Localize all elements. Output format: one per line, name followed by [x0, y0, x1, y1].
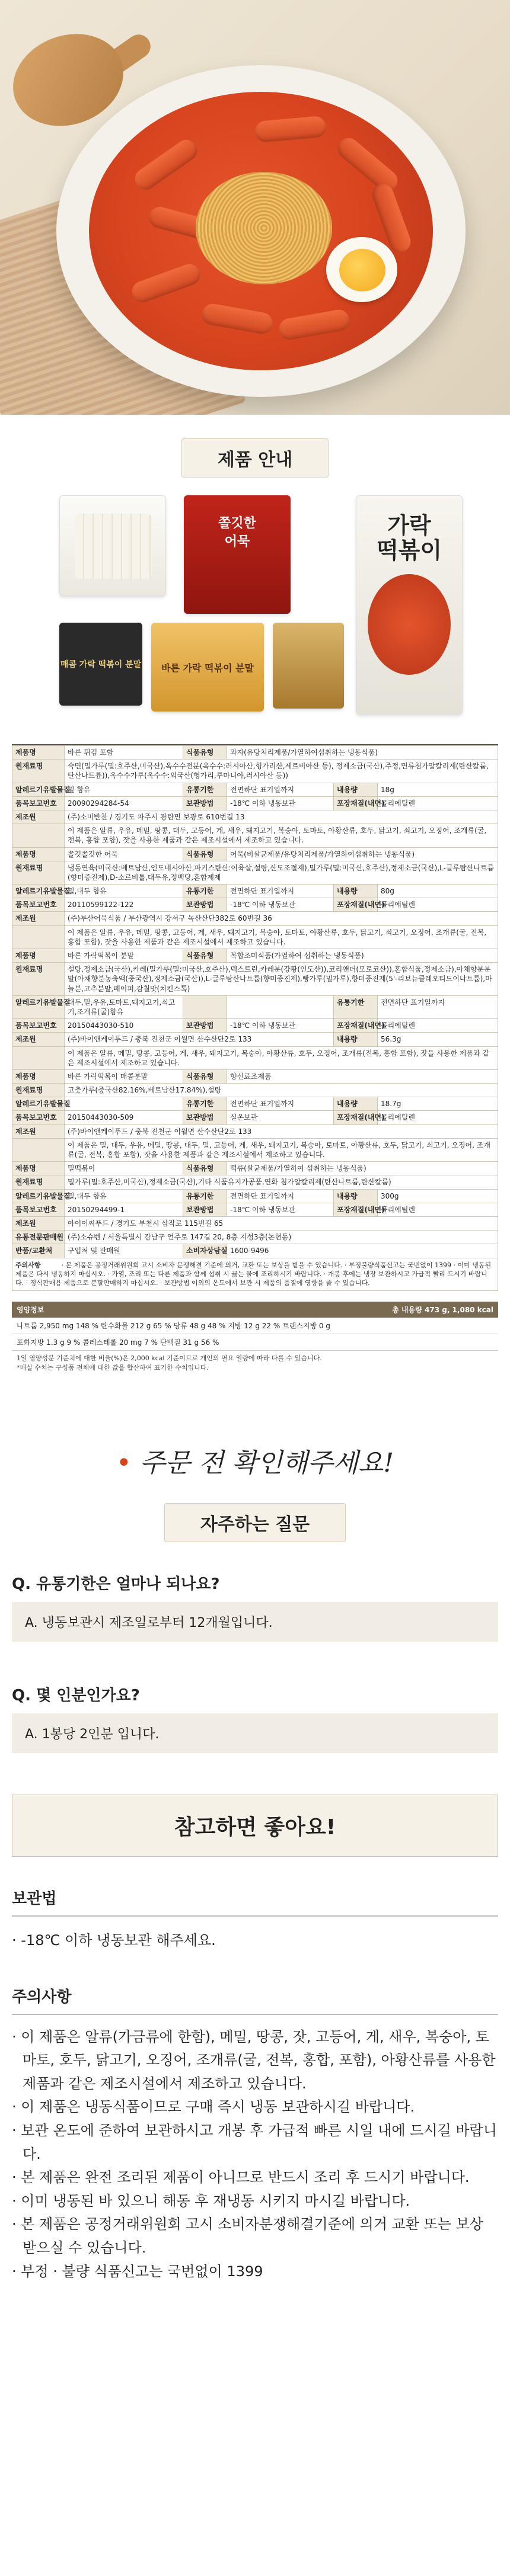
info-value: 20150294499-1	[65, 1203, 183, 1216]
nutrition-row	[12, 1318, 498, 1334]
info-header: 품목보고번호	[12, 796, 65, 810]
info-value: 아이이씨푸드 / 경기도 부천시 삼작로 115번길 65	[65, 1216, 498, 1230]
info-value: 떡류(살균제품/가열하여 섭취하는 냉동식품)	[227, 1162, 498, 1175]
info-row	[12, 949, 498, 963]
info-row	[12, 861, 498, 884]
notes-text: · 본 제품은 공정거래위원회 고시 소비자 분쟁해결 기준에 의거, 교환 또는 보상을 받을 수 있습니다. · 부정불량식품신고는 국번없이 1399 · 이미 냉동된 제품은 다시 냉동하지 마십시오. · 가열, 조리 또는 다른 제품과 함께 섭취 시 끓는 물에 조리하시기 바랍니다. · 개봉 후에는 냉장 보관하시고 가급적 빨리 드시기 바랍니다. · 정식판매용 제품으로 분할판매하지 마십시오. · 보관방법 이외의 온도에서 보관 시 제품의 품질에 영향을 줄 수 있습니다.	[15, 1261, 492, 1287]
info-header: 제품명	[12, 746, 65, 760]
storage-text: · -18℃ 이하 냉동보관 해주세요.	[12, 1931, 216, 1949]
info-value: 20110599122-122	[65, 898, 183, 912]
info-row	[12, 760, 498, 783]
egg-yolk	[339, 249, 385, 291]
intro-title: 제품 안내	[181, 438, 329, 478]
info-header: 제품명	[12, 1162, 65, 1175]
info-value: (주)소미반찬 / 경기도 파주시 광탄면 보광로 610번길 13	[65, 810, 498, 824]
info-header	[183, 995, 227, 1018]
oil-pack	[273, 623, 344, 709]
info-value	[65, 1097, 183, 1111]
info-row	[12, 995, 498, 1018]
info-value: 20150443030-509	[65, 1111, 183, 1124]
info-value: 숙면(밀가루(밀:호주산,미국산),옥수수전분(옥수수:러시아산,헝가리산,세르비아산 등), 정제소금(국산),주정,면류첨가알칼리제(탄산칼륨,탄산나트륨)),옥수수가루(옥수수:외국산(헝가리,루마니아,러시아산 등))	[65, 760, 498, 783]
info-value: 18g	[378, 783, 498, 796]
info-row	[12, 1231, 498, 1244]
info-row	[12, 1216, 498, 1230]
info-value: 고춧가루(중국산82.16%,베트남산17.84%),설탕	[65, 1084, 498, 1097]
info-value: 쫄깃쫄깃한 어묵	[65, 847, 183, 861]
fishcake-label-2: 어묵	[224, 534, 250, 549]
info-header: 알레르기유발물질	[12, 783, 65, 796]
info-row	[12, 1097, 498, 1111]
hero-food-photo	[0, 0, 510, 415]
info-header: 식품유형	[183, 746, 227, 760]
info-value: 실온보관	[227, 1111, 334, 1124]
info-value: 18.7g	[378, 1097, 498, 1111]
reference-title: 참고하면 좋아요!	[174, 1815, 336, 1840]
info-row	[12, 1203, 498, 1216]
info-header: 유통기한	[334, 995, 378, 1018]
info-value: 전면하단 표기일까지	[227, 885, 334, 898]
package-title-1: 가락	[387, 512, 431, 539]
info-value: 300g	[378, 1189, 498, 1203]
info-row	[12, 1084, 498, 1097]
nutrition-foot-2: *매실 수치는 구성품 전체에 대한 값을 합산하여 표기한 수치입니다.	[17, 1364, 209, 1372]
info-row	[12, 824, 498, 847]
info-value: 이 제품은 알류, 메밀, 땅콩, 고등어, 게, 새우, 돼지고기, 복숭아, 아황산류, 호두, 오징어, 조개류(전복, 홍합 포함), 잣을 사용한 제품과 같은 제조시설에서 제조하고 있습니다.	[65, 1046, 498, 1069]
info-value: 이 제품은 알류, 우유, 메밀, 땅콩, 대두, 고등어, 게, 새우, 돼지고기, 복숭아, 토마토, 아황산류, 호두, 닭고기, 쇠고기, 오징어, 조개류(굴, 전복, 홍합 포함), 잣을 사용한 제품과 같은 제조시설에서 제조하고 있습니다.	[65, 824, 498, 847]
caution-item: · 이 제품은 알류(가금류에 한함), 메밀, 땅콩, 잣, 고등어, 게, 새우, 복숭아, 토마토, 호두, 닭고기, 오징어, 조개류(굴, 전복, 홍합, 포함), 아황산류를 사용한 제품과 같은 제조시설에서 제조하고 있습니다.	[12, 2028, 496, 2092]
info-header: 유통기한	[183, 1189, 227, 1203]
info-row	[12, 783, 498, 796]
info-row	[12, 925, 498, 949]
fishcake-label-1: 쫄깃한	[218, 516, 256, 531]
caution-section	[12, 1985, 498, 2284]
faq-question: Q. 몇 인분인가요?	[12, 1686, 140, 1704]
faq-answer: A. 1봉당 2인분 입니다.	[12, 1713, 498, 1753]
info-row	[12, 1138, 498, 1161]
spicy-powder-pack	[59, 623, 142, 706]
noodles	[196, 172, 332, 284]
info-value: 80g	[378, 885, 498, 898]
info-value: 밀떡볶이	[65, 1162, 183, 1175]
info-header: 소비자상담실	[183, 1244, 227, 1258]
caution-item: · 본 제품은 완전 조리된 제품이 아니므로 반드시 조리 후 드시기 바랍니다.	[12, 2169, 470, 2186]
storage-label: 보관법	[12, 1886, 498, 1917]
caution-item: · 이 제품은 냉동식품이므로 구매 즉시 냉동 보관하시길 바랍니다.	[12, 2098, 415, 2116]
info-header: 유통전문판매원	[12, 1231, 65, 1244]
info-header: 보관방법	[183, 1111, 227, 1124]
info-row	[12, 912, 498, 925]
info-value: 구입처 및 판매원	[65, 1244, 183, 1258]
info-header: 제조원	[12, 912, 65, 925]
info-header: 제품명	[12, 847, 65, 861]
info-value: 20150443030-510	[65, 1019, 183, 1033]
info-header: 포장재질(내면)	[334, 1203, 378, 1216]
info-row	[12, 1033, 498, 1046]
nutrition-table	[12, 1302, 498, 1376]
info-header: 내용량	[334, 1033, 378, 1046]
info-value: 전면하단 표기일까지	[227, 1097, 334, 1111]
rice-cake-pack	[59, 495, 166, 596]
info-header: 품목보고번호	[12, 1111, 65, 1124]
info-header: 내용량	[334, 1097, 378, 1111]
check-script-text: 주문 전 확인해주세요!	[139, 1447, 394, 1478]
info-value: -18℃ 이하 냉동보관	[227, 898, 334, 912]
info-header: 알레르기유발물질	[12, 1097, 65, 1111]
info-row	[12, 796, 498, 810]
info-header: 원재료명	[12, 1084, 65, 1097]
info-value: 폴리에틸렌	[378, 1203, 498, 1216]
info-value: 폴리에틸렌	[378, 898, 498, 912]
info-value: 바른 가락떡볶이 매콤분말	[65, 1069, 183, 1083]
info-value: 바른 튀김 포함	[65, 746, 183, 760]
info-value: (주)바이앤케이푸드 / 충북 진천군 이월면 산수산단2로 133	[65, 1124, 498, 1138]
info-value: 어묵(비살균제품/유탕처리제품/가열하여섭취하는 냉동식품)	[227, 847, 498, 861]
nutrition-row	[12, 1334, 498, 1351]
info-value: 56.3g	[378, 1033, 498, 1046]
nutrition-row-1: 나트륨 2,950 mg 148 % 탄수화물 212 g 65 % 당류 48 g 48 % 지방 12 g 22 % 트랜스지방 0 g	[17, 1321, 330, 1330]
info-value: 20090294284-54	[65, 796, 183, 810]
package-food-image	[368, 574, 451, 675]
info-row	[12, 1069, 498, 1083]
info-value: 폴리에틸렌	[378, 1111, 498, 1124]
info-value: 이 제품은 알류, 우유, 메밀, 땅콩, 고등어, 게, 새우, 돼지고기, 복숭아, 토마토, 아황산류, 호두, 닭고기, 쇠고기, 오징어, 조개류(굴, 전복, 홍합 포함), 잣을 사용한 제품과 같은 제조시설에서 제조하고 있습니다.	[65, 925, 498, 949]
info-header: 알레르기유발물질	[12, 1189, 65, 1203]
nutrition-title: 영양정보	[17, 1305, 44, 1314]
info-value: 밀,대두 함유	[65, 1189, 183, 1203]
info-value: 향신료조제품	[227, 1069, 498, 1083]
faq-item	[12, 1572, 498, 1642]
nutrition-total: 총 내용량 473 g, 1,080 kcal	[392, 1305, 493, 1314]
info-row	[12, 1124, 498, 1138]
info-header: 유통기한	[183, 1097, 227, 1111]
info-header	[12, 1138, 65, 1161]
info-header: 식품유형	[183, 1069, 227, 1083]
info-value	[227, 995, 334, 1018]
info-header: 유통기한	[183, 783, 227, 796]
info-header: 원재료명	[12, 760, 65, 783]
info-value: (주)소슈벤 / 서울특별시 강남구 언주로 147길 20, 8층 지성3층(논현동)	[65, 1231, 498, 1244]
info-value: -18℃ 이하 냉동보관	[227, 1019, 334, 1033]
info-header	[12, 824, 65, 847]
storage-section	[12, 1886, 498, 1949]
info-header: 포장재질(내면)	[334, 898, 378, 912]
info-row	[12, 1244, 498, 1258]
info-header: 제조원	[12, 1033, 65, 1046]
faq-answer: A. 냉동보관시 제조일로부터 12개월입니다.	[12, 1602, 498, 1642]
info-row	[12, 1175, 498, 1189]
info-header: 포장재질(내면)	[334, 1019, 378, 1033]
notes-label: 주의사항	[15, 1261, 41, 1269]
info-header: 포장재질(내면)	[334, 1111, 378, 1124]
product-components	[47, 495, 463, 720]
info-header: 내용량	[334, 783, 378, 796]
spicy-powder-label: 매콤 가락 떡볶이 분말	[60, 660, 142, 669]
info-header: 보관방법	[183, 1019, 227, 1033]
info-value: 밀,대두 함유	[65, 885, 183, 898]
notes-box	[12, 1258, 498, 1291]
info-row	[12, 898, 498, 912]
info-value: 밀가루(밀:호주산,미국산),정제소금(국산),기타 식품유지가공품,연화 첨가알칼리제(탄산나트륨,탄산칼륨)	[65, 1175, 498, 1189]
info-value: 냉동연육(미국산:베트남산,인도네시아산,파키스탄산:어육살,설탕,산도조절제),밀가루(밀:미국산,호주산),정제소금(국산),L-글루탐산나트륨(향미증진제),D-소르비톨,대두유,정백당,혼합제제	[65, 861, 498, 884]
info-value: 밀 함유	[65, 783, 183, 796]
faq-item	[12, 1683, 498, 1753]
caution-item: · 부정 · 불량 식품신고는 국번없이 1399	[12, 2263, 263, 2280]
info-header: 제품명	[12, 949, 65, 963]
info-header: 보관방법	[183, 898, 227, 912]
nutrition-foot-1: 1일 영양성분 기준치에 대한 비율(%)은 2,000 kcal 기준이므로 개인의 필요 열량에 따라 다를 수 있습니다.	[17, 1354, 322, 1362]
info-value: 전면하단 표기일까지	[378, 995, 498, 1018]
info-row	[12, 847, 498, 861]
info-header: 제품명	[12, 1069, 65, 1083]
info-value: -18℃ 이하 냉동보관	[227, 1203, 334, 1216]
info-value: 과자(유탕처리제품/가열하여섭취하는 냉동식품)	[227, 746, 498, 760]
info-header: 알레르기유발물질	[12, 995, 65, 1018]
caution-label: 주의사항	[12, 1985, 498, 2015]
info-header: 품목보고번호	[12, 1019, 65, 1033]
info-header: 식품유형	[183, 949, 227, 963]
info-row	[12, 1111, 498, 1124]
info-header	[12, 925, 65, 949]
info-row	[12, 1046, 498, 1069]
info-value: 전면하단 표기일까지	[227, 1189, 334, 1203]
main-package	[356, 495, 463, 715]
info-header: 제조원	[12, 810, 65, 824]
info-header: 보관방법	[183, 796, 227, 810]
dot-icon: •	[116, 1447, 132, 1478]
faq-question: Q. 유통기한은 얼마나 되나요?	[12, 1575, 220, 1593]
info-value: 바른 가락떡볶이 분말	[65, 949, 183, 963]
info-header: 식품유형	[183, 1162, 227, 1175]
info-header: 원재료명	[12, 1175, 65, 1189]
nutrition-header	[12, 1302, 498, 1318]
info-header: 원재료명	[12, 963, 65, 996]
fishcake-pack	[184, 495, 291, 614]
info-header: 알레르기유발물질	[12, 885, 65, 898]
caution-list	[12, 2015, 498, 2284]
info-header: 내용량	[334, 1189, 378, 1203]
info-header: 보관방법	[183, 1203, 227, 1216]
check-section	[0, 1441, 510, 1542]
info-row	[12, 885, 498, 898]
info-header: 품목보고번호	[12, 1203, 65, 1216]
info-row	[12, 810, 498, 824]
info-value: 폴리에틸렌	[378, 796, 498, 810]
info-row	[12, 1162, 498, 1175]
reference-banner	[12, 1795, 498, 1857]
info-value: (주)부산어묵식품 / 부산광역시 강서구 녹산산단382로 60번길 36	[65, 912, 498, 925]
info-header: 제조원	[12, 1216, 65, 1230]
info-header: 포장재질(내면)	[334, 796, 378, 810]
package-title-2: 떡볶이	[376, 537, 442, 563]
nutrition-footnote	[12, 1351, 498, 1376]
info-row	[12, 746, 498, 760]
info-header: 식품유형	[183, 847, 227, 861]
info-value: 설탕,정제소금(국산),카레(밀가루(밀:미국산,호주산),덱스트린,카레분(강황(인도산)),코리앤더(모로코산)),혼합식품,정제소금),아채향분분말(아채향분농축액(중국산),정제소금(국산)),L-글루탐산나트륨(향미증진제),빵가루(밀가루),향미증진제(5'-리보뉴클레오티드이나트륨),마늘분,고추분말,페이퍼,감칠맛(치킨스톡)	[65, 963, 498, 996]
info-header: 원재료명	[12, 861, 65, 884]
info-value: -18℃ 이하 냉동보관	[227, 796, 334, 810]
faq-list	[12, 1572, 498, 1753]
faq-title: 자주하는 질문	[164, 1503, 346, 1542]
info-value: 이 제품은 밀, 대두, 우유, 메밀, 땅콩, 대두, 밀, 고등어, 게, 새우, 돼지고기, 복숭아, 토마토, 아황산류, 호두, 닭고기, 쇠고기, 오징어, 조개류(굴, 전복, 홍합 포함), 잣을 사용한 제품과 같은 제조시설에서 제조하고 있습니다.	[65, 1138, 498, 1161]
nutrition-row-2: 포화지방 1.3 g 9 % 콜레스테롤 20 mg 7 % 단백질 31 g 56 %	[17, 1338, 219, 1347]
intro-title-wrap	[0, 415, 510, 495]
info-value: 복합조미식품(가열하여 섭취하는 냉동식품)	[227, 949, 498, 963]
info-header: 반품/교환처	[12, 1244, 65, 1258]
caution-item: · 보관 온도에 준하여 보관하시고 개봉 후 가급적 빠른 시일 내에 드시길 바랍니다.	[12, 2122, 497, 2162]
info-row	[12, 1189, 498, 1203]
info-value: 1600-9496	[227, 1244, 498, 1258]
info-value: (주)바이앤케이푸드 / 충북 진천군 이월면 산수산단2로 133	[65, 1033, 334, 1046]
product-info-table	[12, 744, 498, 1291]
seasoning-powder-pack	[151, 623, 264, 712]
info-value: 대두,밀,우유,토마토,돼지고기,쇠고기,조개류(굴)함유	[65, 995, 183, 1018]
info-header	[12, 1046, 65, 1069]
info-header: 유통기한	[183, 885, 227, 898]
info-value: 전면하단 표기일까지	[227, 783, 334, 796]
caution-item: · 본 제품은 공정거래위원회 고시 소비자분쟁해결기준에 의거 교환 또는 보상 받으실 수 있습니다.	[12, 2216, 483, 2257]
info-row	[12, 1019, 498, 1033]
info-header: 제조원	[12, 1124, 65, 1138]
info-value: 폴리에틸렌	[378, 1019, 498, 1033]
caution-item: · 이미 냉동된 바 있으니 해동 후 재냉동 시키지 마시길 바랍니다.	[12, 2192, 410, 2209]
info-header: 내용량	[334, 885, 378, 898]
check-script-heading	[0, 1441, 510, 1479]
info-row	[12, 963, 498, 996]
seasoning-powder-label: 바른 가락 떡볶이 분말	[161, 662, 254, 674]
info-header: 품목보고번호	[12, 898, 65, 912]
